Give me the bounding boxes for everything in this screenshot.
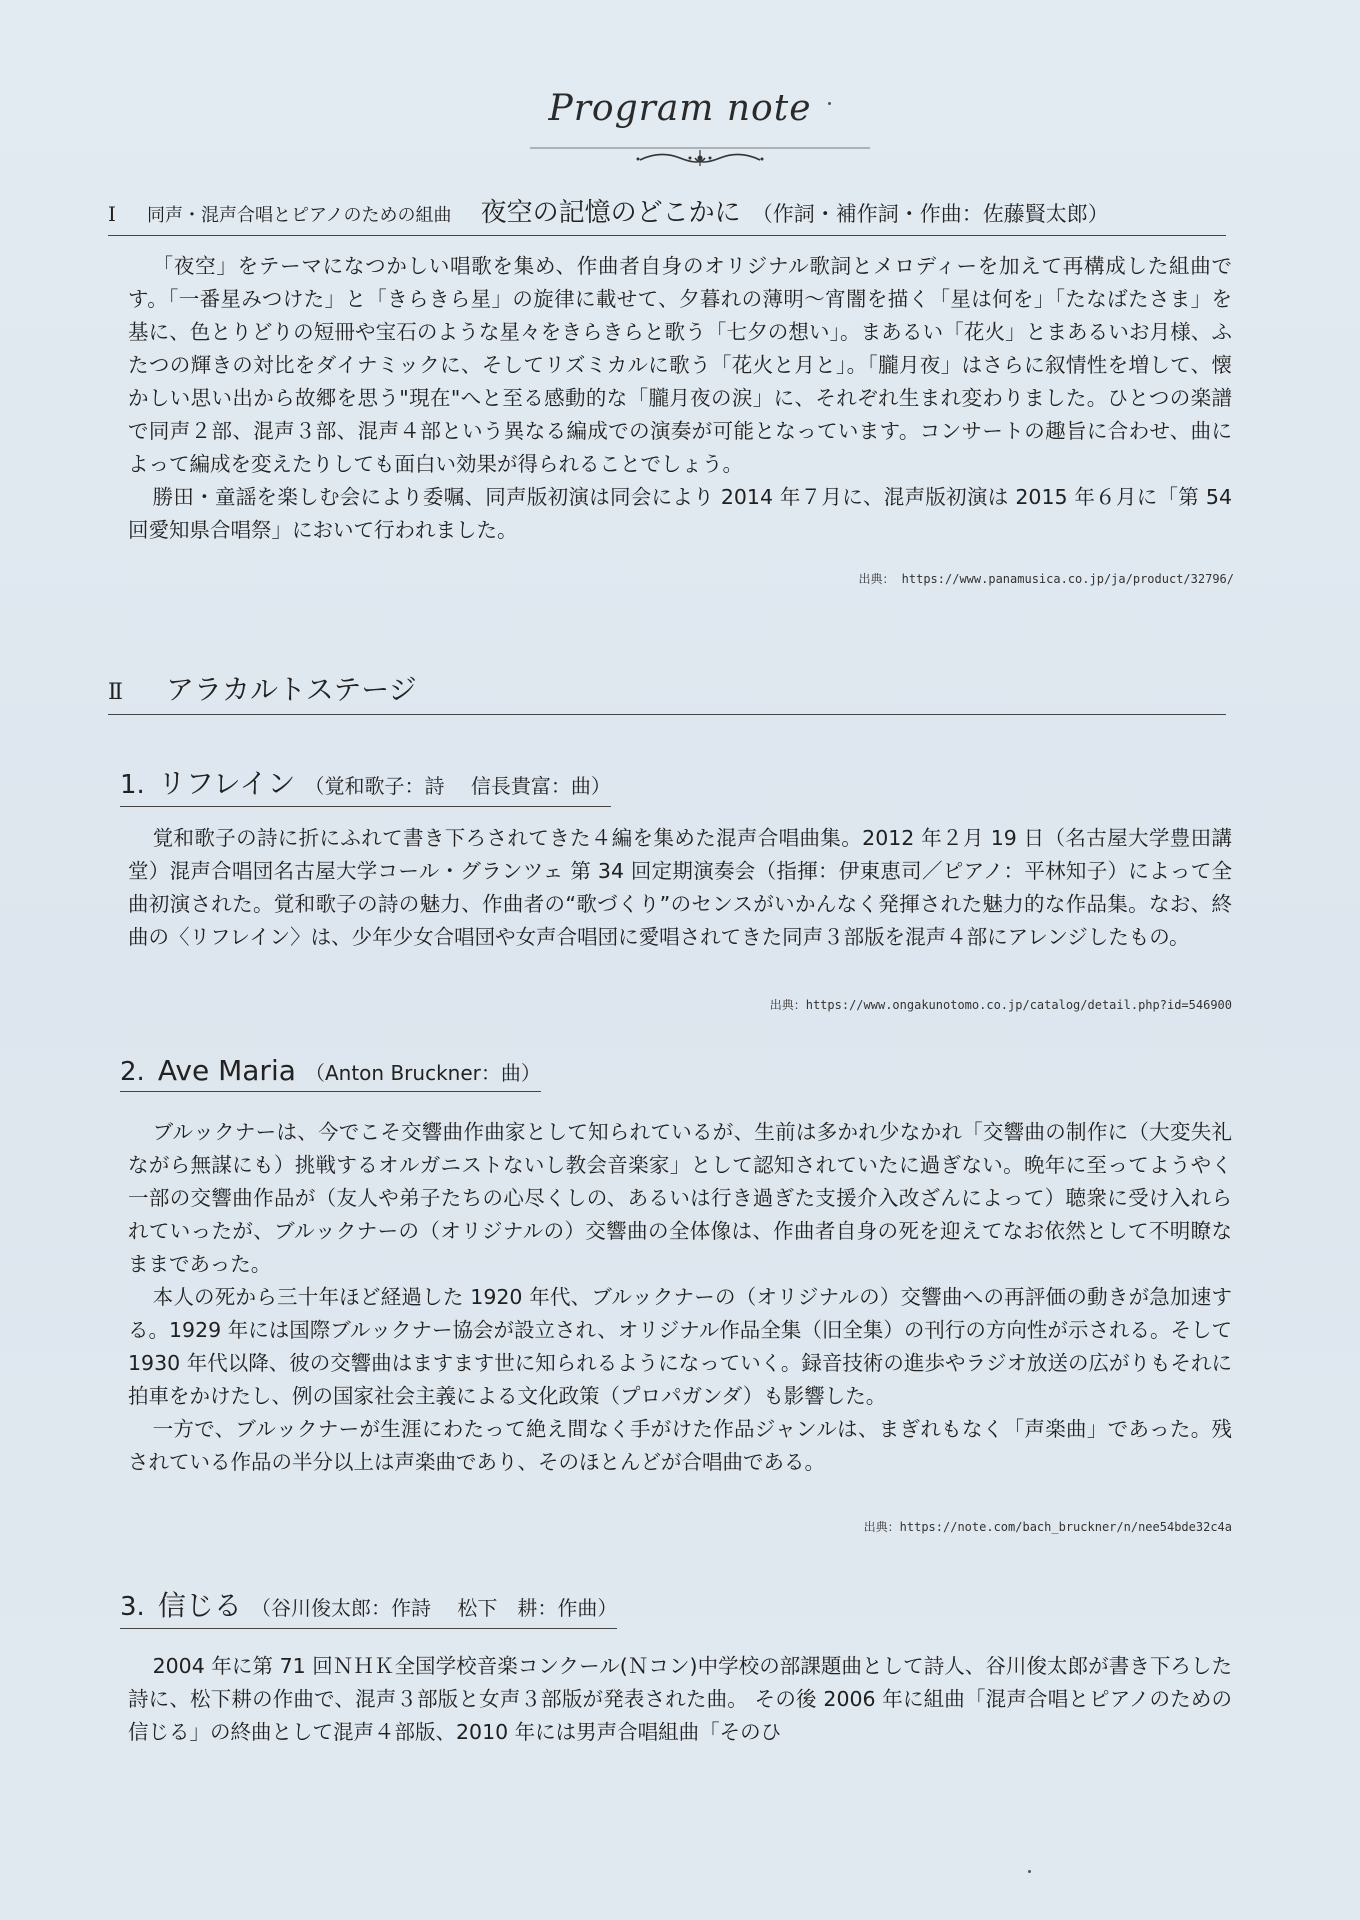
item-2-body [128, 1116, 1232, 1479]
section-number: Ⅰ [108, 202, 116, 226]
paragraph: 覚和歌子の詩に折にふれて書き下ろされてきた４編を集めた混声合唱曲集。2012 年２月 19 日（名古屋大学豊田講堂）混声合唱団名古屋大学コール・グランツェ 第 34 回定期演奏会（指揮：伊東恵司／ピアノ：平林知子）によって全曲初演された。覚和歌子の詩の魅力、作曲者の“歌づくり”のセンスがいかんなく発揮された魅力的な作品集。なお、終曲の〈リフレイン〉は、少年少女合唱団や女声合唱団に愛唱されてきた同声３部版を混声４部にアレンジしたもの。 [128, 826, 1232, 949]
item-credit: （谷川俊太郎：作詩 松下 耕：作曲） [251, 1596, 618, 1620]
section-1-body [128, 250, 1232, 547]
item-1-heading [120, 762, 611, 807]
item-3-heading [120, 1584, 617, 1629]
item-number: 1. [120, 770, 145, 800]
item-title: Ave Maria [157, 1054, 296, 1087]
section-number: Ⅱ [108, 680, 123, 705]
title-ornament [530, 140, 870, 170]
source-citation: 出典： https://www.panamusica.co.jp/ja/product/32796/ [858, 572, 1234, 586]
section-credit: （作詞・補作詞・作曲：佐藤賢太郎） [751, 202, 1109, 226]
paragraph: ブルックナーは、今でこそ交響曲作曲家として知られているが、生前は多かれ少なかれ「交響曲の制作に（大変失礼ながら無謀にも）挑戦するオルガニストないし教会音楽家」として認知されていたに過ぎない。晩年に至ってようやく一部の交響曲作品が（友人や弟子たちの心尽くしの、あるいは行き過ぎた支援介入改ざんによって）聴衆に受け入れられていったが、ブルックナーの（オリジナルの）交響曲の全体像は、作曲者自身の死を迎えてなお依然として不明瞭なままであった。 [128, 1120, 1232, 1276]
paragraph: 2004 年に第 71 回ＮＨＫ全国学校音楽コンクール(Ｎコン)中学校の部課題曲として詩人、谷川俊太郎が書き下ろした詩に、松下耕の作曲で、混声３部版と女声３部版が発表された曲。 その後 2006 年に組曲「混声合唱とピアノのための 信じる」の終曲として混声４部版、2010 年には男声合唱組曲「そのひ [128, 1654, 1253, 1744]
scan-speck [828, 102, 831, 105]
section-1-heading [108, 192, 1226, 236]
paragraph: 一方で、ブルックナーが生涯にわたって絶え間なく手がけた作品ジャンルは、まぎれもなく「声楽曲」であった。残されている作品の半分以上は声楽曲であり、そのほとんどが合唱曲である。 [128, 1417, 1232, 1474]
item-number: 2. [120, 1057, 145, 1087]
paragraph: 勝田・童謡を楽しむ会により委嘱、同声版初演は同会により 2014 年７月に、混声版初演は 2015 年６月に「第 54 回愛知県合唱祭」において行われました。 [128, 485, 1232, 542]
item-3-body [128, 1650, 1253, 1749]
scan-speck [1028, 1870, 1031, 1873]
item-title: リフレイン [157, 767, 296, 800]
page-title: Program note [548, 88, 812, 129]
section-title: アラカルトステージ [166, 673, 417, 706]
item-1-body [128, 822, 1232, 954]
item-number: 3. [120, 1592, 145, 1622]
source-citation: 出典：https://note.com/bach_bruckner/n/nee54bde32c4a [863, 1520, 1232, 1534]
item-title: 信じる [157, 1589, 242, 1622]
paragraph: 本人の死から三十年ほど経過した 1920 年代、ブルックナーの（オリジナルの）交響曲への再評価の動きが急加速する。1929 年には国際ブルックナー協会が設立され、オリジナル作品全集（旧全集）の刊行の方向性が示される。そして 1930 年代以降、彼の交響曲はますます世に知られるようになっていく。録音技術の進歩やラジオ放送の広がりもそれに拍車をかけたし、例の国家社会主義による文化政策（プロパガンダ）も影響した。 [128, 1285, 1232, 1408]
source-citation: 出典：https://www.ongakunotomo.co.jp/catalog/detail.php?id=546900 [769, 998, 1232, 1012]
item-credit: （Anton Bruckner：曲） [304, 1061, 541, 1085]
item-credit: （覚和歌子：詩 信長貴富：曲） [304, 774, 611, 798]
section-2-heading [108, 668, 1226, 715]
section-title: 夜空の記憶のどこかに [480, 198, 741, 228]
item-2-heading [120, 1054, 541, 1092]
paragraph: 「夜空」をテーマになつかしい唱歌を集め、作曲者自身のオリジナル歌詞とメロディーを加えて再構成した組曲です。「一番星みつけた」と「きらきら星」の旋律に載せて、夕暮れの薄明～宵闇を描く「星は何を」「たなばたさま」を基に、色とりどりの短冊や宝石のような星々をきらきらと歌う「七夕の想い」。まあるい「花火」とまあるいお月様、ふたつの輝きの対比をダイナミックに、そしてリズミカルに歌う「花火と月と」。「朧月夜」はさらに叙情性を増して、懐かしい思い出から故郷を思う"現在"へと至る感動的な「朧月夜の涙」に、それぞれ生まれ変わりました。ひとつの楽譜で同声２部、混声３部、混声４部という異なる編成での演奏が可能となっています。コンサートの趣旨に合わせ、曲によって編成を変えたりしても面白い効果が得られることでしょう。 [128, 254, 1232, 476]
section-subtitle: 同声・混声合唱とピアノのための組曲 [147, 205, 452, 226]
